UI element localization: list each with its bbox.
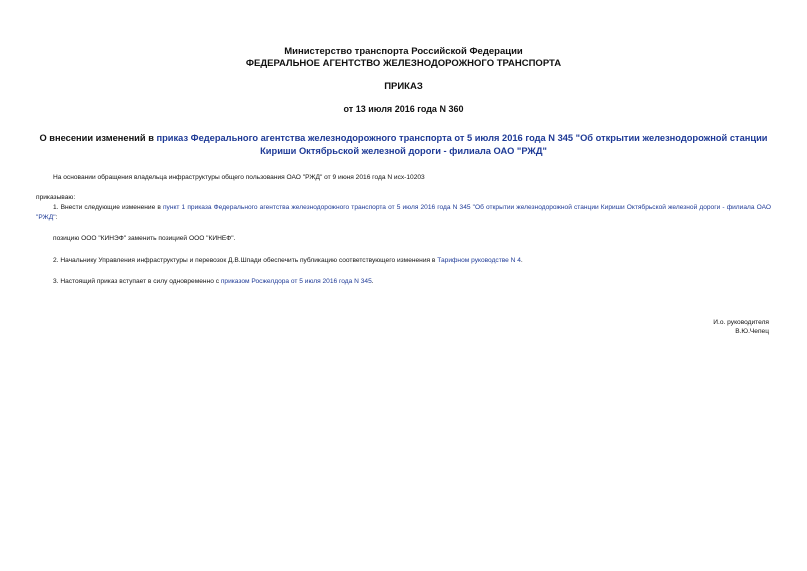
order-word: приказываю: <box>36 194 76 201</box>
item-3-paragraph <box>36 277 771 287</box>
item-1-link[interactable]: пункт 1 приказа Федерального агентства железнодорожного транспорта от 5 июля 2016 года N 345 "Об открытии железнодорожной станции Кириши Октябрьской железной дороги - филиала ОАО "РЖД" <box>36 204 771 221</box>
item-2-link[interactable]: Тарифном руководстве N 4 <box>437 257 521 264</box>
agency-name: ФЕДЕРАЛЬНОЕ АГЕНТСТВО ЖЕЛЕЗНОДОРОЖНОГО ТРАНСПОРТА <box>245 58 562 69</box>
item-2-paragraph <box>36 256 771 266</box>
title-prefix: О внесении изменений в <box>39 133 157 143</box>
basis-paragraph: На основании обращения владельца инфраструктуры общего пользования ОАО "РЖД" от 9 июня 2016 года N исх-10203 <box>53 174 425 181</box>
item-2-suffix: . <box>520 257 523 264</box>
document-type: ПРИКАЗ <box>384 81 423 92</box>
signatory-position: И.о. руководителя <box>713 319 769 326</box>
item-1-paragraph <box>36 203 771 223</box>
document-date: от 13 июля 2016 года N 360 <box>343 104 464 114</box>
item-2-prefix: 2. Начальнику Управления инфраструктуры и перевозок Д.В.Шпади обеспечить публикацию соответствующего изменения в <box>53 257 438 264</box>
document-title <box>36 132 771 158</box>
item-1-detail: позицию ООО "КИНЭФ" заменить позицией ООО "КИНЕФ". <box>53 235 236 242</box>
item-3-link[interactable]: приказом Росжелдора от 5 июля 2016 года N 345 <box>220 278 372 285</box>
item-3-suffix: . <box>371 278 374 285</box>
signatory-name: В.Ю.Чепец <box>735 328 769 335</box>
item-1-prefix: 1. Внести следующие изменение в <box>53 204 163 211</box>
ministry-name: Министерство транспорта Российской Федерации <box>284 46 523 57</box>
title-order-link[interactable]: приказ Федерального агентства железнодорожного транспорта от 5 июля 2016 года N 345 "Об открытии железнодорожной станции Кириши Октябрьской железной дороги - филиала ОАО "РЖД" <box>156 133 768 156</box>
item-1-suffix: : <box>55 214 58 221</box>
item-3-prefix: 3. Настоящий приказ вступает в силу одновременно с <box>53 278 221 285</box>
